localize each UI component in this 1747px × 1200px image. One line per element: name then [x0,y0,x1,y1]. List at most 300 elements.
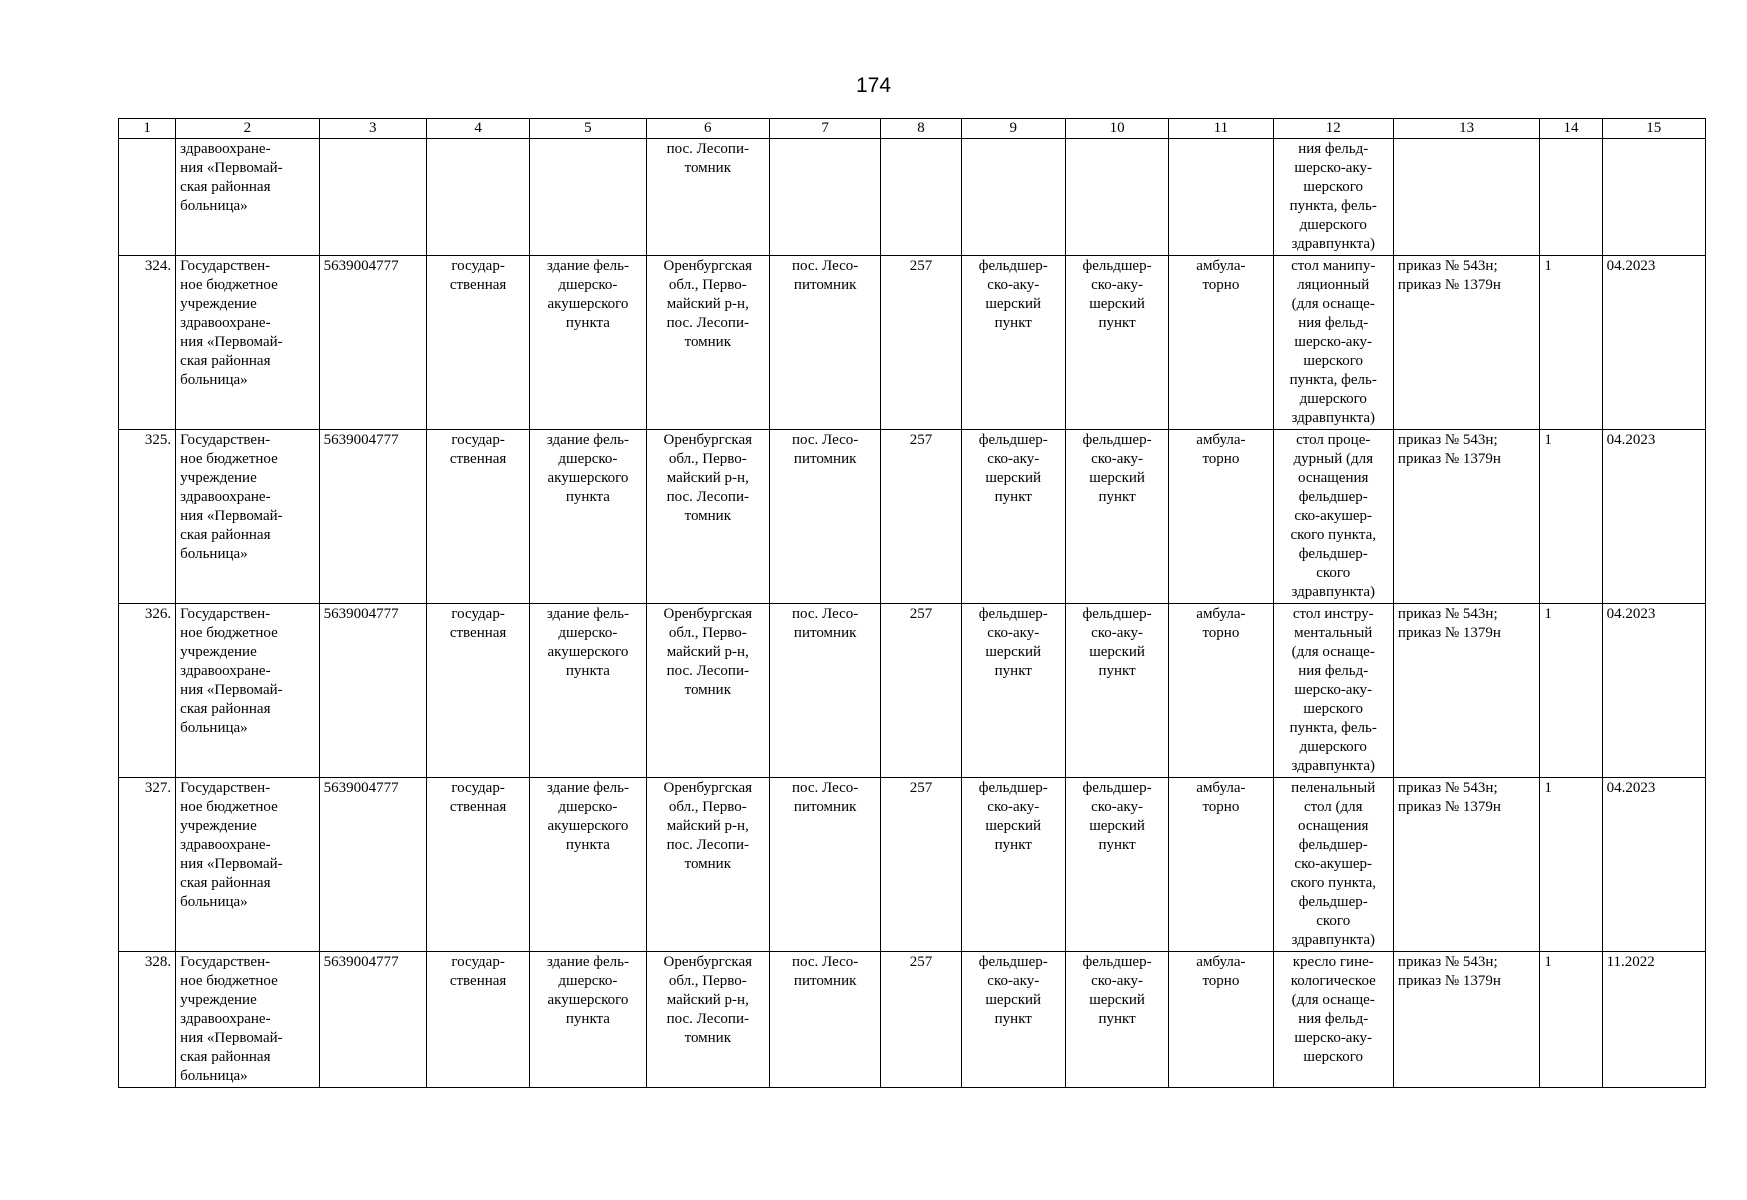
cell-order [1393,604,1539,778]
text-line: ского [1316,913,1351,929]
cell-type9 [961,430,1065,604]
text-line: оснащения [1298,470,1369,486]
cell-org [176,604,319,778]
continuation-row [119,139,1706,256]
text-line: пос. Лесопи- [666,1011,749,1027]
text-line: пункт [1098,663,1136,679]
text-line: майский р-н, [666,818,749,834]
cell-ownership [426,778,529,952]
text-line: Оренбургская [663,954,753,970]
text-line: (для оснаще- [1291,296,1375,312]
text-line: ского пункта, [1290,527,1376,543]
text-line: учреждение [180,992,257,1008]
text-line: пункт [994,663,1032,679]
cell-mode [1169,604,1273,778]
text-line: Государствен- [180,954,271,970]
text-line: стол манипу- [1291,258,1376,274]
text-line: ская районная [180,527,271,543]
text-line: торно [1202,451,1240,467]
text-line: здравоохране- [180,141,271,157]
text-line: ния «Первомай- [180,1030,283,1046]
column-header: 1 [119,119,176,139]
column-header: 15 [1602,119,1705,139]
text-line: приказ № 543н; [1397,258,1498,274]
cell-code: 257 [881,256,961,430]
text-line: акушерского [547,818,629,834]
cell-type9 [961,778,1065,952]
cell-equipment [1273,430,1393,604]
text-line: томник [684,856,731,872]
cell-code: 257 [881,952,961,1088]
text-line: Оренбургская [663,780,753,796]
text-line: стол проце- [1296,432,1371,448]
text-line: питомник [793,277,857,293]
text-line: амбула- [1196,606,1246,622]
text-line: пункт [1098,489,1136,505]
text-line: томник [684,508,731,524]
text-line: государ- [451,258,505,274]
text-line: ская районная [180,701,271,717]
column-header: 13 [1393,119,1539,139]
cell-mode [1169,952,1273,1088]
text-line: ственная [449,625,507,641]
text-line: ственная [449,277,507,293]
text-line: пункта [565,1011,610,1027]
text-line: стол (для [1303,799,1363,815]
text-line: Оренбургская [663,258,753,274]
text-line: здравпункта) [1291,410,1376,426]
cell-type9 [961,604,1065,778]
text-line: ное бюджетное [180,973,278,989]
text-line: ско-аку- [1091,625,1144,641]
cell-equipment [1273,778,1393,952]
cell-qty: 1 [1540,778,1602,952]
text-line: здание фель- [546,432,629,448]
text-line: приказ № 543н; [1397,606,1498,622]
cell-type10 [1065,139,1168,256]
text-line: ско-акушер- [1294,856,1373,872]
text-line: ско-аку- [987,625,1040,641]
text-line: амбула- [1196,258,1246,274]
text-line: кресло гине- [1292,954,1374,970]
text-line: фельдшер- [1298,489,1368,505]
text-line: ния фельд- [1298,315,1369,331]
cell-order [1393,778,1539,952]
text-line: оснащения [1298,818,1369,834]
cell-ownership [426,952,529,1088]
cell-settlement [769,256,880,430]
cell-type10 [1065,256,1168,430]
cell-qty: 1 [1540,604,1602,778]
text-line: больница» [180,1068,248,1084]
cell-org [176,256,319,430]
text-line: здание фель- [546,780,629,796]
text-line: ния «Первомай- [180,160,283,176]
text-line: ное бюджетное [180,451,278,467]
column-header: 5 [530,119,646,139]
text-line: майский р-н, [666,470,749,486]
cell-address [646,604,769,778]
text-line: пос. Лесо- [791,954,859,970]
text-line: пос. Лесо- [791,258,859,274]
cell-type9 [961,139,1065,256]
text-line: (для оснаще- [1291,992,1375,1008]
text-line: амбула- [1196,432,1246,448]
text-line: обл., Перво- [668,451,747,467]
text-line: ственная [449,799,507,815]
cell-inn: 5639004777 [319,604,426,778]
text-line: больница» [180,546,248,562]
text-line: шерский [1089,818,1145,834]
text-line: амбула- [1196,780,1246,796]
text-line: пункта, фель- [1289,372,1377,388]
text-line: ственная [449,973,507,989]
text-line: государ- [451,954,505,970]
cell-equipment [1273,604,1393,778]
text-line: шерско-аку- [1294,682,1373,698]
text-line: пос. Лесо- [791,432,859,448]
cell-address [646,952,769,1088]
cell-qty: 1 [1540,256,1602,430]
text-line: фельдшер- [978,258,1048,274]
text-line: дурный (для [1293,451,1373,467]
text-line: ская районная [180,179,271,195]
cell-settlement [769,778,880,952]
text-line: пос. Лесо- [791,606,859,622]
text-line: томник [684,1030,731,1046]
text-line: приказ № 543н; [1397,432,1498,448]
text-line: здравоохране- [180,837,271,853]
text-line: фельдшер- [1298,546,1368,562]
cell-type10 [1065,604,1168,778]
text-line: ния «Первомай- [180,508,283,524]
cell-building [530,604,646,778]
text-line: шерский [985,470,1042,486]
text-line: здравпункта) [1291,584,1376,600]
text-line: дшерского [1299,217,1367,233]
table-row [119,430,1706,604]
text-line: ского [1316,565,1351,581]
column-header: 10 [1065,119,1168,139]
cell-inn [319,139,426,256]
cell-equipment [1273,256,1393,430]
cell-settlement [769,604,880,778]
text-line: обл., Перво- [668,277,747,293]
text-line: пункта, фель- [1289,198,1377,214]
text-line: акушерского [547,470,629,486]
text-line: акушерского [547,644,629,660]
cell-mode [1169,778,1273,952]
text-line: фельдшер- [1082,606,1152,622]
text-line: майский р-н, [666,296,749,312]
text-line: пункта [565,315,610,331]
text-line: дшерско- [558,451,618,467]
text-line: ского пункта, [1290,875,1376,891]
text-line: ско-аку- [987,973,1040,989]
cell-ownership [426,256,529,430]
text-line: питомник [793,451,857,467]
cell-date [1602,139,1705,256]
cell-date: 04.2023 [1602,778,1705,952]
cell-num [119,139,176,256]
table-row [119,604,1706,778]
text-line: фельдшер- [978,432,1048,448]
cell-inn: 5639004777 [319,778,426,952]
text-line: фельдшер- [1298,837,1368,853]
cell-address [646,256,769,430]
column-header: 2 [176,119,319,139]
table-row [119,952,1706,1088]
text-line: пункт [1098,1011,1136,1027]
text-line: шерский [1089,992,1145,1008]
text-line: ния «Первомай- [180,856,283,872]
text-line: ская районная [180,353,271,369]
text-line: шерского [1303,353,1364,369]
text-line: приказ № 543н; [1397,954,1498,970]
text-line: шерский [1089,470,1145,486]
text-line: ско-аку- [987,799,1040,815]
text-line: пос. Лесопи- [666,315,749,331]
cell-date: 04.2023 [1602,604,1705,778]
text-line: ния фельд- [1298,663,1369,679]
text-line: учреждение [180,644,257,660]
cell-order [1393,952,1539,1088]
equipment-table [118,118,1706,1088]
column-header: 4 [426,119,529,139]
text-line: дшерского [1299,739,1367,755]
text-line: ско-аку- [1091,451,1144,467]
text-line: (для оснаще- [1291,644,1375,660]
cell-num: 326. [119,604,176,778]
cell-inn: 5639004777 [319,430,426,604]
text-line: стол инстру- [1292,606,1374,622]
text-line: ско-аку- [1091,277,1144,293]
text-line: пос. Лесопи- [666,663,749,679]
text-line: здравоохране- [180,663,271,679]
text-line: акушерского [547,296,629,312]
cell-address [646,430,769,604]
cell-ownership [426,139,529,256]
text-line: государ- [451,780,505,796]
column-header: 8 [881,119,961,139]
text-line: шерский [1089,644,1145,660]
text-line: торно [1202,973,1240,989]
text-line: ско-аку- [987,451,1040,467]
table-row [119,256,1706,430]
column-header: 14 [1540,119,1602,139]
text-line: учреждение [180,470,257,486]
text-line: ния фельд- [1298,1011,1369,1027]
cell-equipment [1273,952,1393,1088]
text-line: ско-аку- [1091,973,1144,989]
text-line: шерский [985,818,1042,834]
text-line: дшерского [1299,391,1367,407]
text-line: пос. Лесопи- [666,141,749,157]
column-header: 7 [769,119,880,139]
cell-code: 257 [881,430,961,604]
text-line: майский р-н, [666,992,749,1008]
text-line: дшерско- [558,973,618,989]
text-line: торно [1202,799,1240,815]
cell-type10 [1065,430,1168,604]
text-line: питомник [793,973,857,989]
page-number: 174 [855,74,892,97]
text-line: пос. Лесо- [791,780,859,796]
text-line: Оренбургская [663,432,753,448]
cell-address [646,778,769,952]
cell-ownership [426,430,529,604]
text-line: здание фель- [546,258,629,274]
text-line: томник [684,334,731,350]
text-line: государ- [451,606,505,622]
text-line: торно [1202,625,1240,641]
cell-mode [1169,430,1273,604]
text-line: пункта [565,489,610,505]
cell-date: 11.2022 [1602,952,1705,1088]
cell-code [881,139,961,256]
text-line: больница» [180,372,248,388]
text-line: пункт [994,315,1032,331]
text-line: здравпункта) [1291,932,1376,948]
cell-org [176,430,319,604]
text-line: торно [1202,277,1240,293]
cell-inn: 5639004777 [319,256,426,430]
text-line: фельдшер- [1082,432,1152,448]
text-line: ско-аку- [1091,799,1144,815]
text-line: фельдшер- [978,954,1048,970]
text-line: дшерско- [558,799,618,815]
cell-type9 [961,952,1065,1088]
text-line: учреждение [180,818,257,834]
text-line: шерско-аку- [1294,160,1373,176]
text-line: ное бюджетное [180,277,278,293]
cell-num: 328. [119,952,176,1088]
text-line: ментальный [1294,625,1373,641]
column-number-row [119,119,1706,139]
text-line: шерского [1303,179,1364,195]
text-line: ния «Первомай- [180,682,283,698]
cell-code: 257 [881,604,961,778]
cell-settlement [769,952,880,1088]
cell-num: 327. [119,778,176,952]
text-line: приказ № 1379н [1397,799,1501,815]
text-line: ляционный [1297,277,1370,293]
cell-qty: 1 [1540,952,1602,1088]
text-line: пос. Лесопи- [666,837,749,853]
text-line: здравоохране- [180,1011,271,1027]
text-line: ное бюджетное [180,799,278,815]
text-line: обл., Перво- [668,973,747,989]
text-line: здание фель- [546,954,629,970]
text-line: пункта [565,663,610,679]
text-line: обл., Перво- [668,625,747,641]
cell-order [1393,256,1539,430]
text-line: ния фельд- [1298,141,1369,157]
text-line: шерский [985,296,1042,312]
text-line: пункт [994,1011,1032,1027]
text-line: шерский [985,644,1042,660]
cell-order [1393,139,1539,256]
column-header: 11 [1169,119,1273,139]
text-line: государ- [451,432,505,448]
text-line: питомник [793,799,857,815]
cell-settlement [769,139,880,256]
text-line: пункт [1098,315,1136,331]
cell-ownership [426,604,529,778]
cell-mode [1169,256,1273,430]
cell-type9 [961,256,1065,430]
text-line: приказ № 1379н [1397,625,1501,641]
cell-settlement [769,430,880,604]
cell-building [530,430,646,604]
text-line: фельдшер- [1298,894,1368,910]
column-header: 3 [319,119,426,139]
column-header: 9 [961,119,1065,139]
text-line: пункт [994,489,1032,505]
text-line: здравпункта) [1291,236,1376,252]
cell-address [646,139,769,256]
text-line: томник [684,682,731,698]
cell-equipment [1273,139,1393,256]
text-line: акушерского [547,992,629,1008]
cell-date: 04.2023 [1602,430,1705,604]
text-line: больница» [180,198,248,214]
text-line: шерский [985,992,1042,1008]
text-line: больница» [180,720,248,736]
text-line: ния «Первомай- [180,334,283,350]
text-line: больница» [180,894,248,910]
text-line: пункта [565,837,610,853]
text-line: приказ № 543н; [1397,780,1498,796]
cell-inn: 5639004777 [319,952,426,1088]
text-line: пункта, фель- [1289,720,1377,736]
column-header: 6 [646,119,769,139]
text-line: Государствен- [180,432,271,448]
text-line: ская районная [180,1049,271,1065]
text-line: шерско-аку- [1294,1030,1373,1046]
text-line: здание фель- [546,606,629,622]
cell-building [530,139,646,256]
cell-qty: 1 [1540,430,1602,604]
text-line: фельдшер- [1082,258,1152,274]
cell-num: 325. [119,430,176,604]
table-row [119,778,1706,952]
text-line: фельдшер- [1082,780,1152,796]
text-line: пос. Лесопи- [666,489,749,505]
text-line: дшерско- [558,625,618,641]
text-line: ное бюджетное [180,625,278,641]
cell-order [1393,430,1539,604]
text-line: здравпункта) [1291,758,1376,774]
text-line: фельдшер- [978,606,1048,622]
text-line: кологическое [1290,973,1376,989]
text-line: ская районная [180,875,271,891]
text-line: ско-аку- [987,277,1040,293]
text-line: учреждение [180,296,257,312]
cell-org [176,778,319,952]
cell-type10 [1065,952,1168,1088]
cell-code: 257 [881,778,961,952]
text-line: обл., Перво- [668,799,747,815]
text-line: шерского [1303,1049,1364,1065]
text-line: дшерско- [558,277,618,293]
cell-date: 04.2023 [1602,256,1705,430]
text-line: здравоохране- [180,315,271,331]
text-line: Государствен- [180,258,271,274]
text-line: амбула- [1196,954,1246,970]
text-line: питомник [793,625,857,641]
text-line: пеленальный [1291,780,1376,796]
